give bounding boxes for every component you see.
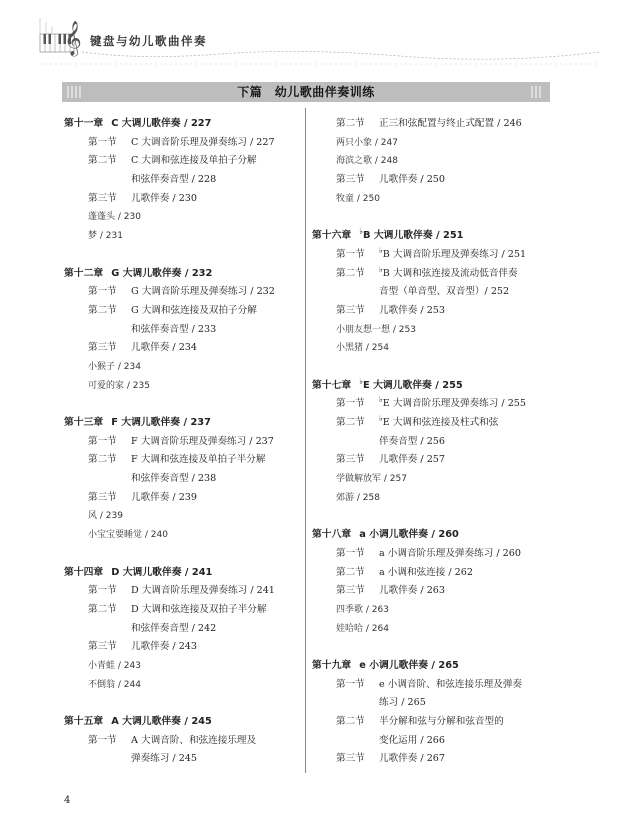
entry-title <box>379 753 445 764</box>
section-number: 第三节 <box>336 753 365 765</box>
entry-text: 小宝宝要睡觉 / 240 <box>88 530 168 541</box>
entry-title <box>131 604 266 615</box>
song-entry <box>312 152 557 171</box>
entry-text: 和弦伴奏音型 / 238 <box>131 473 217 485</box>
entry-title <box>88 212 141 222</box>
entry-text: E 大调儿歌伴奏 / 255 <box>362 379 463 391</box>
section-entry-continued <box>312 433 557 452</box>
section-entry <box>312 414 557 433</box>
section-number: 第一节 <box>336 248 365 260</box>
chapter-entry <box>312 377 557 396</box>
entry-title <box>111 567 212 578</box>
section-number: 第三节 <box>336 454 365 466</box>
entry-title <box>379 567 473 578</box>
section-entry <box>312 246 557 265</box>
song-entry <box>312 339 557 358</box>
section-entry <box>64 339 300 358</box>
entry-text: 儿歌伴奏 / 234 <box>131 342 198 354</box>
entry-title <box>359 660 459 671</box>
entry-title <box>359 376 463 391</box>
chapter-entry <box>64 713 300 732</box>
section-entry <box>64 601 300 620</box>
section-entry <box>64 638 300 657</box>
entry-text: 音型（单音型、双音型）/ 252 <box>379 286 510 298</box>
spacer <box>312 638 557 657</box>
part-banner <box>62 82 550 102</box>
entry-title <box>111 417 211 428</box>
entry-text: D 大调音阶乐理及弹奏练习 / 241 <box>131 585 275 597</box>
section-entry-continued <box>64 750 300 769</box>
entry-text: e 小调儿歌伴奏 / 265 <box>359 659 459 671</box>
song-entry <box>312 134 557 153</box>
entry-text: a 小调和弦连接 / 262 <box>379 566 473 578</box>
entry-title <box>359 227 464 242</box>
flat-sign: ♭ <box>379 264 383 274</box>
section-number: 第二节 <box>336 417 365 428</box>
entry-title <box>131 342 197 353</box>
book-title: 键盘与幼儿歌曲伴奏 <box>90 34 207 48</box>
entry-title <box>131 454 265 465</box>
section-entry <box>312 302 557 321</box>
song-entry <box>64 657 300 676</box>
entry-title <box>336 194 380 204</box>
entry-text: 伴奏音型 / 256 <box>379 435 446 447</box>
chapter-number: 第十六章 <box>312 230 352 242</box>
section-entry <box>64 489 300 508</box>
entry-title <box>379 118 522 129</box>
section-entry <box>312 545 557 564</box>
section-number: 第一节 <box>88 585 117 597</box>
section-entry <box>312 713 557 732</box>
song-entry <box>312 601 557 620</box>
section-entry-continued <box>312 283 557 302</box>
section-number: 第二节 <box>336 566 365 578</box>
flat-sign: ♭ <box>379 414 383 423</box>
entry-text: 小青蛙 / 243 <box>88 660 141 671</box>
toc-right-column <box>312 115 557 769</box>
entry-title <box>88 661 141 671</box>
entry-title <box>131 286 275 297</box>
entry-text: 海滨之歌 / 248 <box>336 156 398 167</box>
entry-title <box>379 245 527 260</box>
section-entry-continued <box>64 171 300 190</box>
entry-text: 儿歌伴奏 / 267 <box>379 753 446 765</box>
section-number: 第三节 <box>336 304 365 316</box>
section-number: 第一节 <box>336 398 365 410</box>
entry-title <box>131 492 197 503</box>
chapter-number: 第十三章 <box>64 417 104 428</box>
entry-text: C 大调和弦连接及单拍子分解 <box>131 155 257 167</box>
section-entry <box>312 451 557 470</box>
entry-text: G 大调和弦连接及双拍子分解 <box>131 304 257 316</box>
entry-title <box>111 118 211 129</box>
section-entry <box>64 190 300 209</box>
entry-title <box>379 414 499 428</box>
entry-text: 半分解和弦与分解和弦音型的 <box>379 716 504 727</box>
song-entry <box>312 489 557 508</box>
entry-text: G 大调儿歌伴奏 / 232 <box>111 267 213 279</box>
entry-text: G 大调音阶乐理及弹奏练习 / 232 <box>131 286 275 298</box>
entry-title <box>379 395 527 410</box>
section-entry <box>312 564 557 583</box>
entry-title <box>131 473 216 484</box>
entry-title <box>131 641 197 652</box>
song-entry <box>64 507 300 526</box>
section-entry <box>64 302 300 321</box>
section-entry <box>312 395 557 414</box>
entry-text: E 大调音阶乐理及弹奏练习 / 255 <box>382 398 527 410</box>
section-entry <box>64 732 300 751</box>
entry-text: 弹奏练习 / 245 <box>131 753 198 765</box>
song-entry <box>64 526 300 545</box>
entry-text: 和弦伴奏音型 / 242 <box>131 622 217 634</box>
entry-title <box>359 529 459 540</box>
entry-title <box>111 268 212 279</box>
chapter-number: 第十八章 <box>312 529 352 541</box>
entry-text: E 大调和弦连接及柱式和弦 <box>382 417 499 428</box>
song-entry <box>312 620 557 639</box>
entry-text: 练习 / 265 <box>379 697 426 709</box>
entry-text: 小朋友想一想 / 253 <box>336 324 416 335</box>
flat-sign: ♭ <box>379 245 383 255</box>
section-number: 第三节 <box>88 342 117 354</box>
entry-text: 和弦伴奏音型 / 228 <box>131 174 217 186</box>
entry-text: A 大调儿歌伴奏 / 245 <box>111 716 212 727</box>
section-number: 第二节 <box>336 267 365 279</box>
section-entry <box>312 582 557 601</box>
entry-title <box>336 156 398 166</box>
entry-text: C 大调儿歌伴奏 / 227 <box>111 118 212 129</box>
entry-title <box>131 436 274 447</box>
entry-text: B 大调儿歌伴奏 / 251 <box>362 230 464 242</box>
section-number: 第二节 <box>336 716 365 727</box>
entry-title <box>88 511 123 521</box>
song-entry <box>64 358 300 377</box>
entry-text: 牧童 / 250 <box>336 193 380 204</box>
entry-text: B 大调和弦连接及流动低音伴奏 <box>382 267 518 279</box>
section-number: 第一节 <box>88 286 117 298</box>
entry-title <box>336 493 380 503</box>
section-entry <box>64 152 300 171</box>
entry-title <box>379 286 509 297</box>
entry-title <box>379 548 521 559</box>
section-entry <box>64 283 300 302</box>
section-number: 第三节 <box>336 174 365 186</box>
entry-title <box>379 436 445 447</box>
entry-text: 儿歌伴奏 / 243 <box>131 641 198 653</box>
entry-title <box>88 530 168 540</box>
entry-text: 儿歌伴奏 / 257 <box>379 454 446 466</box>
entry-title <box>379 716 504 727</box>
entry-text: B 大调音阶乐理及弹奏练习 / 251 <box>382 248 527 260</box>
section-number: 第一节 <box>336 547 365 559</box>
section-number: 第一节 <box>88 734 117 746</box>
chapter-entry <box>312 227 557 246</box>
song-entry <box>64 676 300 695</box>
section-number: 第三节 <box>88 641 117 653</box>
entry-title <box>131 585 275 596</box>
chapter-entry <box>64 115 300 134</box>
spacer <box>312 507 557 526</box>
entry-text: C 大调音阶乐理及弹奏练习 / 227 <box>131 136 275 148</box>
entry-title <box>336 605 389 615</box>
entry-text: F 大调儿歌伴奏 / 237 <box>111 417 211 428</box>
page-number: 4 <box>64 795 71 806</box>
section-number: 第二节 <box>88 454 117 466</box>
toc-left-column <box>64 115 300 769</box>
section-number: 第二节 <box>336 118 365 129</box>
entry-text: 小猴子 / 234 <box>88 361 141 372</box>
entry-text: F 大调和弦连接及单拍子半分解 <box>131 454 266 466</box>
entry-text: 变化运用 / 266 <box>379 734 446 746</box>
spacer <box>312 208 557 227</box>
entry-title <box>336 325 416 335</box>
chapter-number: 第十一章 <box>64 118 104 129</box>
section-entry <box>64 134 300 153</box>
entry-text: 学做解放军 / 257 <box>336 474 407 485</box>
section-number: 第二节 <box>88 155 117 167</box>
chapter-number: 第十二章 <box>64 267 104 279</box>
entry-title <box>131 305 257 316</box>
flat-sign: ♭ <box>379 395 383 405</box>
entry-title <box>336 624 389 634</box>
chapter-entry <box>64 414 300 433</box>
entry-text: 儿歌伴奏 / 253 <box>379 304 446 316</box>
song-entry <box>312 190 557 209</box>
chapter-number: 第十四章 <box>64 566 104 578</box>
entry-title <box>379 679 522 690</box>
entry-title <box>111 716 212 727</box>
spacer <box>64 246 300 265</box>
entry-text: 小黑猪 / 254 <box>336 343 389 354</box>
entry-text: e 小调音阶、和弦连接乐理及弹奏 <box>379 678 523 690</box>
spacer <box>312 358 557 377</box>
entry-title <box>131 174 216 185</box>
entry-title <box>379 264 518 279</box>
entry-title <box>88 680 141 690</box>
section-entry-continued <box>64 620 300 639</box>
entry-title <box>379 305 445 316</box>
entry-title <box>379 585 445 596</box>
section-entry <box>312 115 557 134</box>
section-number: 第三节 <box>88 192 117 204</box>
entry-text: 儿歌伴奏 / 263 <box>379 585 446 597</box>
spacer <box>64 694 300 713</box>
section-entry <box>64 582 300 601</box>
column-divider <box>305 108 306 773</box>
section-entry <box>64 433 300 452</box>
entry-text: 可爱的家 / 235 <box>88 380 150 391</box>
entry-title <box>131 137 275 148</box>
section-entry-continued <box>312 732 557 751</box>
entry-text: 蓬蓬头 / 230 <box>88 212 141 223</box>
entry-text: F 大调音阶乐理及弹奏练习 / 237 <box>131 435 274 447</box>
chapter-entry <box>312 657 557 676</box>
flat-sign: ♭ <box>359 227 363 237</box>
entry-text: A 大调音阶、和弦连接乐理及 <box>131 734 257 746</box>
section-entry <box>312 265 557 284</box>
chapter-entry <box>64 564 300 583</box>
entry-text: 和弦伴奏音型 / 233 <box>131 323 217 335</box>
song-entry <box>312 321 557 340</box>
song-entry <box>64 227 300 246</box>
chapter-number: 第十五章 <box>64 716 104 727</box>
entry-text: 儿歌伴奏 / 250 <box>379 174 446 186</box>
entry-text: a 小调音阶乐理及弹奏练习 / 260 <box>379 547 521 559</box>
entry-title <box>336 474 407 484</box>
section-entry-continued <box>64 470 300 489</box>
chapter-number: 第十九章 <box>312 659 352 671</box>
entry-text: D 大调儿歌伴奏 / 241 <box>111 566 213 578</box>
entry-text: 梦 / 231 <box>88 231 123 242</box>
entry-title <box>379 697 426 708</box>
spacer <box>64 545 300 564</box>
spacer <box>64 395 300 414</box>
section-number: 第一节 <box>88 435 117 447</box>
song-entry <box>312 470 557 489</box>
song-entry <box>64 208 300 227</box>
entry-text: 正三和弦配置与终止式配置 / 246 <box>379 118 522 129</box>
entry-title <box>88 231 123 241</box>
section-number: 第三节 <box>88 491 117 503</box>
entry-text: D 大调和弦连接及双拍子半分解 <box>131 603 267 615</box>
entry-title <box>336 343 389 353</box>
section-entry <box>64 451 300 470</box>
chapter-entry <box>312 526 557 545</box>
entry-title <box>131 753 197 764</box>
entry-text: 四季歌 / 263 <box>336 604 389 615</box>
chapter-entry <box>64 265 300 284</box>
section-entry <box>312 171 557 190</box>
flat-sign: ♭ <box>359 376 363 386</box>
entry-title <box>379 174 445 185</box>
section-number: 第二节 <box>88 304 117 316</box>
page-header <box>0 0 619 70</box>
entry-title <box>88 362 141 372</box>
entry-title <box>131 324 216 335</box>
entry-text: 不倒翁 / 244 <box>88 679 141 690</box>
entry-text: 郊游 / 258 <box>336 492 380 503</box>
entry-title <box>88 381 150 391</box>
entry-title <box>131 623 216 634</box>
entry-text: 风 / 239 <box>88 511 123 522</box>
section-number: 第一节 <box>88 136 117 148</box>
section-number: 第三节 <box>336 585 365 597</box>
treble-clef-glyph: 𝄞 <box>64 21 82 56</box>
entry-title <box>131 155 257 166</box>
section-number: 第二节 <box>88 603 117 615</box>
entry-text: 两只小象 / 247 <box>336 137 398 148</box>
entry-text: a 小调儿歌伴奏 / 260 <box>359 529 459 541</box>
section-entry-continued <box>64 321 300 340</box>
section-number: 第一节 <box>336 678 365 690</box>
entry-title <box>336 138 398 148</box>
entry-title <box>379 735 445 746</box>
section-entry <box>312 676 557 695</box>
entry-title <box>131 735 256 746</box>
section-entry-continued <box>312 694 557 713</box>
chapter-number: 第十七章 <box>312 379 352 391</box>
entry-text: 儿歌伴奏 / 230 <box>131 192 198 204</box>
entry-title <box>131 193 197 204</box>
entry-text: 娃哈哈 / 264 <box>336 623 389 634</box>
entry-title <box>379 454 445 465</box>
song-entry <box>64 377 300 396</box>
part-title: 下篇 幼儿歌曲伴奏训练 <box>237 85 375 99</box>
entry-text: 儿歌伴奏 / 239 <box>131 491 198 503</box>
section-entry <box>312 750 557 769</box>
